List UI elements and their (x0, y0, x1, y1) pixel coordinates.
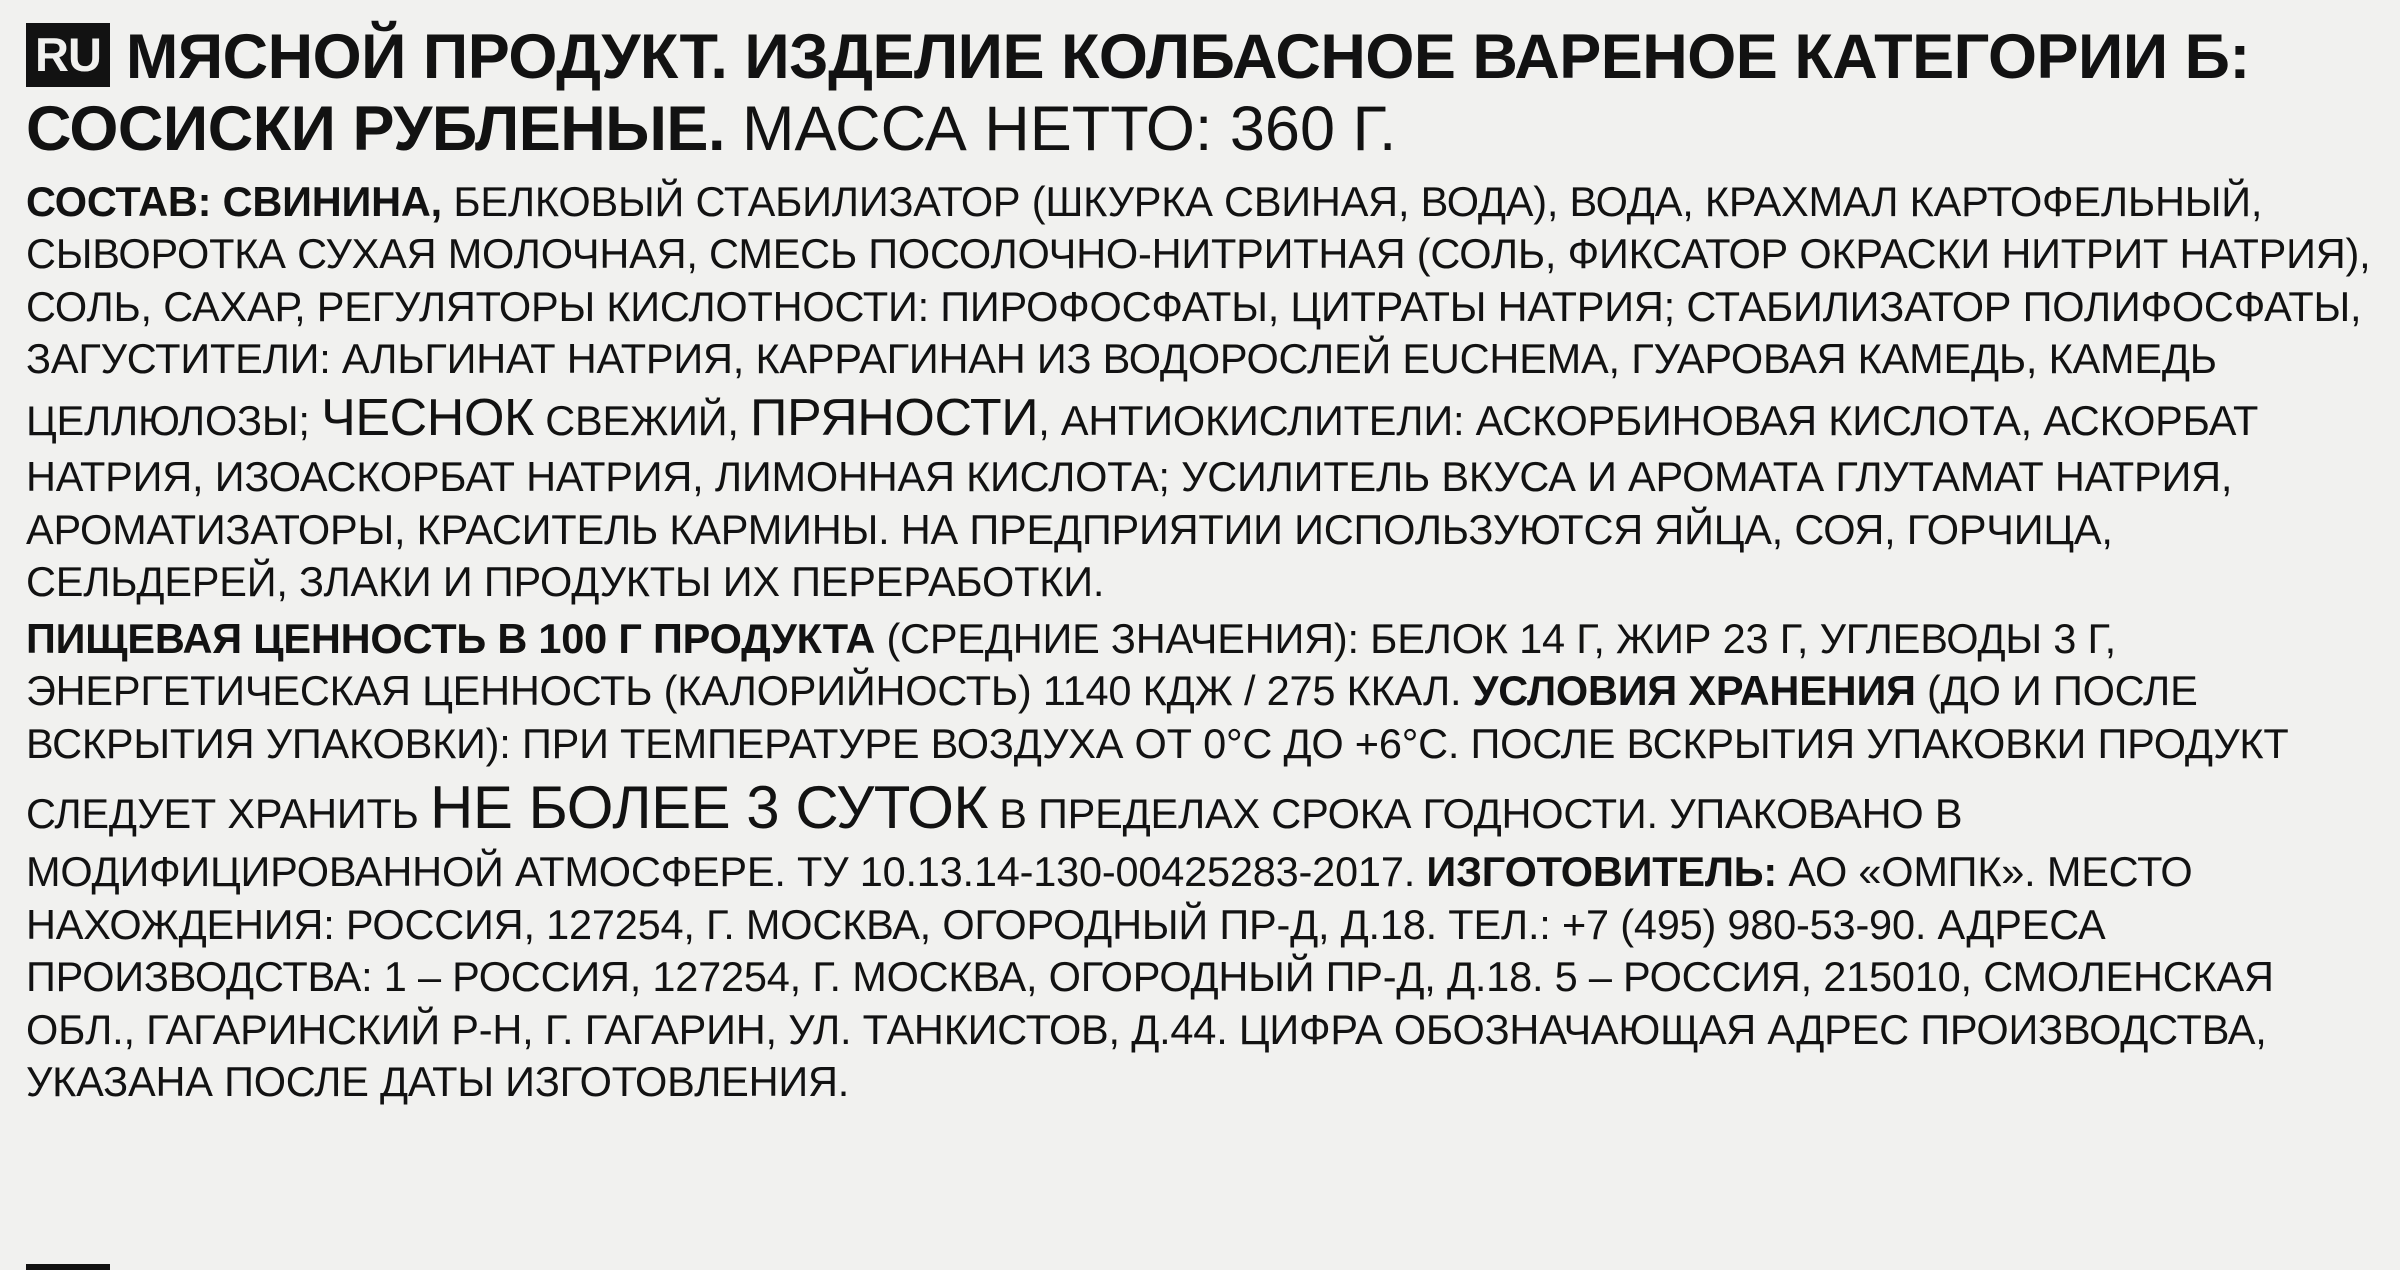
ingredient-spices: ПРЯНОСТИ (750, 388, 1039, 447)
storage-text-2: В ПРЕДЕЛАХ СРОКА ГОДНОСТИ. УПАКОВАНО В МОДИФИЦИРОВАННОЙ АТМОСФЕРЕ. ТУ 10.13.14-130-00425283-2017. (26, 790, 1963, 896)
nutrition-storage-paragraph (26, 613, 2374, 1109)
ingredients-paragraph (26, 176, 2374, 609)
manufacturer-heading: ИЗГОТОВИТЕЛЬ: (1426, 848, 1778, 896)
manufacturer-details: АО «ОМПК». МЕСТО НАХОЖДЕНИЯ: РОССИЯ, 127254, Г. МОСКВА, ОГОРОДНЫЙ ПР-Д, Д.18. ТЕЛ.: +7 (495) 980-53-90. АДРЕСА ПРОИЗВОДСТВА: 1 – РОССИЯ, 127254, Г. МОСКВА, ОГОРОДНЫЙ ПР-Д, Д.18. 5 – РОССИЯ, 215010, СМОЛЕНСКАЯ ОБЛ., ГАГАРИНСКИЙ Р-Н, Г. ГАГАРИН, УЛ. ТАНКИСТОВ, Д.44. ЦИФРА ОБОЗНАЧАЮЩАЯ АДРЕС ПРОИЗВОДСТВА, УКАЗАНА ПОСЛЕ ДАТЫ ИЗГОТОВЛЕНИЯ. (26, 848, 2274, 1106)
ingredients-heading: СОСТАВ: (26, 177, 212, 225)
nutrition-heading: ПИЩЕВАЯ ЦЕННОСТЬ В 100 Г ПРОДУКТА (26, 614, 876, 662)
bottom-black-strip (26, 1264, 110, 1270)
net-weight: МАССА НЕТТО: 360 Г. (741, 93, 1397, 164)
ingredients-primary: СВИНИНА, (211, 177, 454, 225)
ingredient-garlic: ЧЕСНОК (321, 388, 534, 447)
label-body (26, 176, 2374, 1109)
storage-text-1: (ДО И ПОСЛЕ ВСКРЫТИЯ УПАКОВКИ): ПРИ ТЕМПЕРАТУРЕ ВОЗДУХА ОТ 0°С ДО +6°С. ПОСЛЕ ВСКРЫТИЯ УПАКОВКИ ПРОДУКТ СЛЕДУЕТ ХРАНИТЬ (26, 667, 2289, 838)
storage-shelf-life-highlight: НЕ БОЛЕЕ 3 СУТОК (429, 774, 988, 842)
ingredients-list: БЕЛКОВЫЙ СТАБИЛИЗАТОР (ШКУРКА СВИНАЯ, ВОДА), ВОДА, КРАХМАЛ КАРТОФЕЛЬНЫЙ, СЫВОРОТКА СУХАЯ МОЛОЧНАЯ, СМЕСЬ ПОСОЛОЧНО-НИТРИТНАЯ (СОЛЬ, ФИКСАТОР ОКРАСКИ НИТРИТ НАТРИЯ), СОЛЬ, САХАР, РЕГУЛЯТОРЫ КИСЛОТНОСТИ: ПИРОФОСФАТЫ, ЦИТРАТЫ НАТРИЯ; СТАБИЛИЗАТОР ПОЛИФОСФАТЫ, ЗАГУСТИТЕЛИ: АЛЬГИНАТ НАТРИЯ, КАРРАГИНАН ИЗ ВОДОРОСЛЕЙ EUCHEMA, ГУАРОВАЯ КАМЕДЬ, КАМЕДЬ ЦЕЛЛЮЛОЗЫ; (26, 177, 2371, 444)
nutrition-values: (СРЕДНИЕ ЗНАЧЕНИЯ): БЕЛОК 14 Г, ЖИР 23 Г, УГЛЕВОДЫ 3 Г, ЭНЕРГЕТИЧЕСКАЯ ЦЕННОСТЬ (КАЛОРИЙНОСТЬ) 1140 КДЖ / 275 ККАЛ. (26, 614, 2116, 715)
product-title: МЯСНОЙ ПРОДУКТ. ИЗДЕЛИЕ КОЛБАСНОЕ ВАРЕНОЕ КАТЕГОРИИ Б: СОСИСКИ РУБЛЕНЫЕ. (26, 22, 2250, 164)
storage-heading: УСЛОВИЯ ХРАНЕНИЯ (1472, 667, 1916, 715)
ingredients-list-continued: , АНТИОКИСЛИТЕЛИ: АСКОРБИНОВАЯ КИСЛОТА, АСКОРБАТ НАТРИЯ, ИЗОАСКОРБАТ НАТРИЯ, ЛИМОННАЯ КИСЛОТА; УСИЛИТЕЛЬ ВКУСА И АРОМАТА ГЛУТАМАТ НАТРИЯ, АРОМАТИЗАТОРЫ, КРАСИТЕЛЬ КАРМИНЫ. НА ПРЕДПРИЯТИИ ИСПОЛЬЗУЮТСЯ ЯЙЦА, СОЯ, ГОРЧИЦА, СЕЛЬДЕРЕЙ, ЗЛАКИ И ПРОДУКТЫ ИХ ПЕРЕРАБОТКИ. (26, 396, 2259, 606)
ingredient-garlic-suffix: СВЕЖИЙ, (533, 396, 750, 444)
label-title-block (26, 22, 2374, 166)
country-code-badge: RU (26, 23, 110, 87)
